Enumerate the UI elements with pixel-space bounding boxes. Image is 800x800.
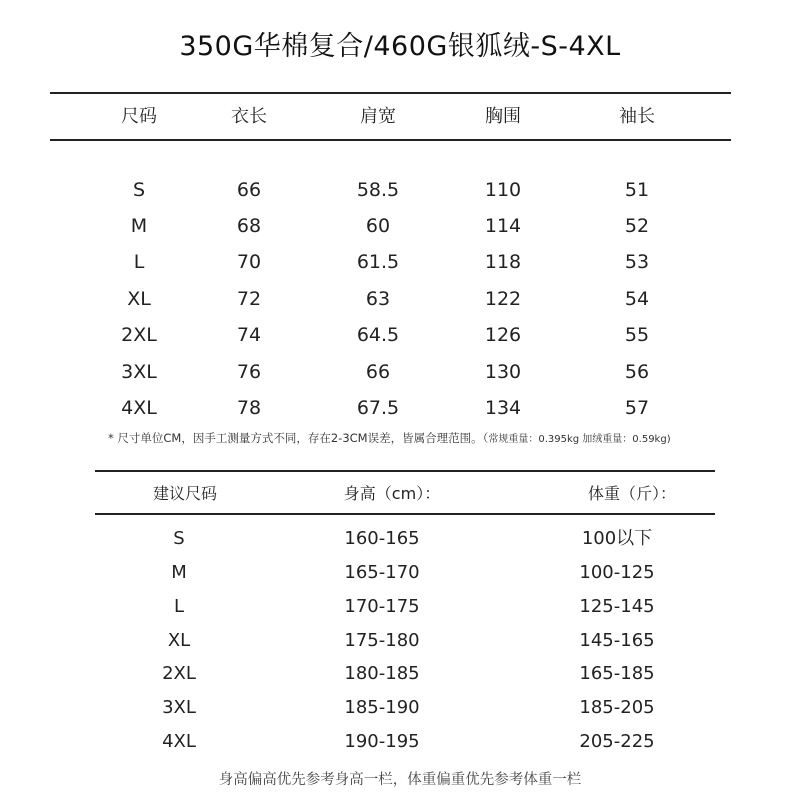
table-top-divider: [50, 92, 731, 94]
cell-size: S: [132, 179, 146, 201]
cell-size: 2XL: [162, 663, 196, 684]
cell-chest: 126: [484, 324, 522, 346]
cell-sleeve: 57: [624, 397, 650, 419]
table-row: [95, 590, 715, 624]
table-row: [50, 208, 730, 244]
cell-weight: 185-205: [579, 697, 655, 718]
cell-chest: 130: [484, 361, 522, 383]
note-weights: 常规重量：0.395kg 加绒重量：0.59kg): [488, 434, 671, 445]
cell-size: L: [173, 596, 185, 617]
table-row: [50, 172, 730, 208]
cell-length: 68: [236, 215, 262, 237]
cell-sleeve: 51: [624, 179, 650, 201]
cell-size: S: [173, 528, 185, 549]
page-title: 350G华棉复合/460G银狐绒-S-4XL: [179, 31, 621, 62]
cell-height: 175-180: [344, 630, 420, 651]
cell-size: 3XL: [162, 697, 196, 718]
cell-shoulder: 64.5: [356, 324, 400, 346]
cell-height: 190-195: [344, 731, 420, 752]
cell-length: 70: [236, 251, 262, 273]
table-row: [50, 281, 730, 317]
cell-shoulder: 67.5: [356, 397, 400, 419]
cell-weight: 125-145: [579, 596, 655, 617]
cell-size: XL: [167, 630, 191, 651]
table-row: [95, 725, 715, 759]
cell-weight: 165-185: [579, 663, 655, 684]
header-recommended-size: 建议尺码: [152, 484, 218, 503]
cell-weight: 100-125: [579, 562, 655, 583]
table-row: [95, 624, 715, 658]
table-row: [50, 390, 730, 426]
cell-size: 3XL: [121, 361, 157, 383]
cell-chest: 114: [484, 215, 522, 237]
header-length: 衣长: [231, 106, 267, 127]
table-header-divider: [50, 139, 731, 141]
cell-height: 170-175: [344, 596, 420, 617]
cell-height: 180-185: [344, 663, 420, 684]
cell-length: 78: [236, 397, 262, 419]
cell-height: 160-165: [344, 528, 420, 549]
cell-sleeve: 55: [624, 324, 650, 346]
cell-size: 2XL: [121, 324, 157, 346]
cell-size: 4XL: [162, 731, 196, 752]
recommend-table-header: [95, 477, 715, 511]
header-chest: 胸围: [485, 106, 521, 127]
cell-weight: 205-225: [579, 731, 655, 752]
cell-sleeve: 53: [624, 251, 650, 273]
footer-note: 身高偏高优先参考身高一栏，体重偏重优先参考体重一栏: [218, 772, 582, 788]
cell-shoulder: 58.5: [356, 179, 400, 201]
table-row: [50, 317, 730, 353]
cell-shoulder: 60: [365, 215, 391, 237]
cell-weight: 145-165: [579, 630, 655, 651]
table-row: [95, 522, 715, 556]
cell-height: 165-170: [344, 562, 420, 583]
table-row: [95, 657, 715, 691]
cell-height: 185-190: [344, 697, 420, 718]
cell-length: 76: [236, 361, 262, 383]
recommend-header-divider: [95, 513, 715, 515]
cell-length: 74: [236, 324, 262, 346]
cell-weight: 100以下: [581, 528, 653, 549]
header-shoulder: 肩宽: [360, 106, 396, 127]
table-row: [50, 244, 730, 280]
header-sleeve: 袖长: [619, 106, 655, 127]
cell-chest: 122: [484, 288, 522, 310]
cell-chest: 110: [484, 179, 522, 201]
note-main: * 尺寸单位CM，因手工测量方式不同，存在2-3CM误差，皆属合理范围。（: [108, 431, 489, 445]
cell-sleeve: 54: [624, 288, 650, 310]
cell-size: M: [171, 562, 187, 583]
cell-size: M: [130, 215, 148, 237]
table-row: [50, 354, 730, 390]
cell-size: L: [133, 251, 145, 273]
size-table-header: [50, 99, 730, 135]
cell-sleeve: 52: [624, 215, 650, 237]
cell-shoulder: 61.5: [356, 251, 400, 273]
measurement-note: [108, 430, 671, 446]
cell-size: XL: [127, 288, 151, 310]
cell-chest: 118: [484, 251, 522, 273]
header-weight: 体重（斤）：: [587, 484, 677, 503]
header-size: 尺码: [121, 106, 157, 127]
cell-shoulder: 63: [365, 288, 391, 310]
cell-shoulder: 66: [365, 361, 391, 383]
header-height: 身高（cm）：: [343, 484, 441, 503]
cell-sleeve: 56: [624, 361, 650, 383]
cell-chest: 134: [484, 397, 522, 419]
cell-size: 4XL: [121, 397, 157, 419]
recommend-top-divider: [95, 470, 715, 472]
table-row: [95, 556, 715, 590]
table-row: [95, 691, 715, 725]
cell-length: 66: [236, 179, 262, 201]
cell-length: 72: [236, 288, 262, 310]
